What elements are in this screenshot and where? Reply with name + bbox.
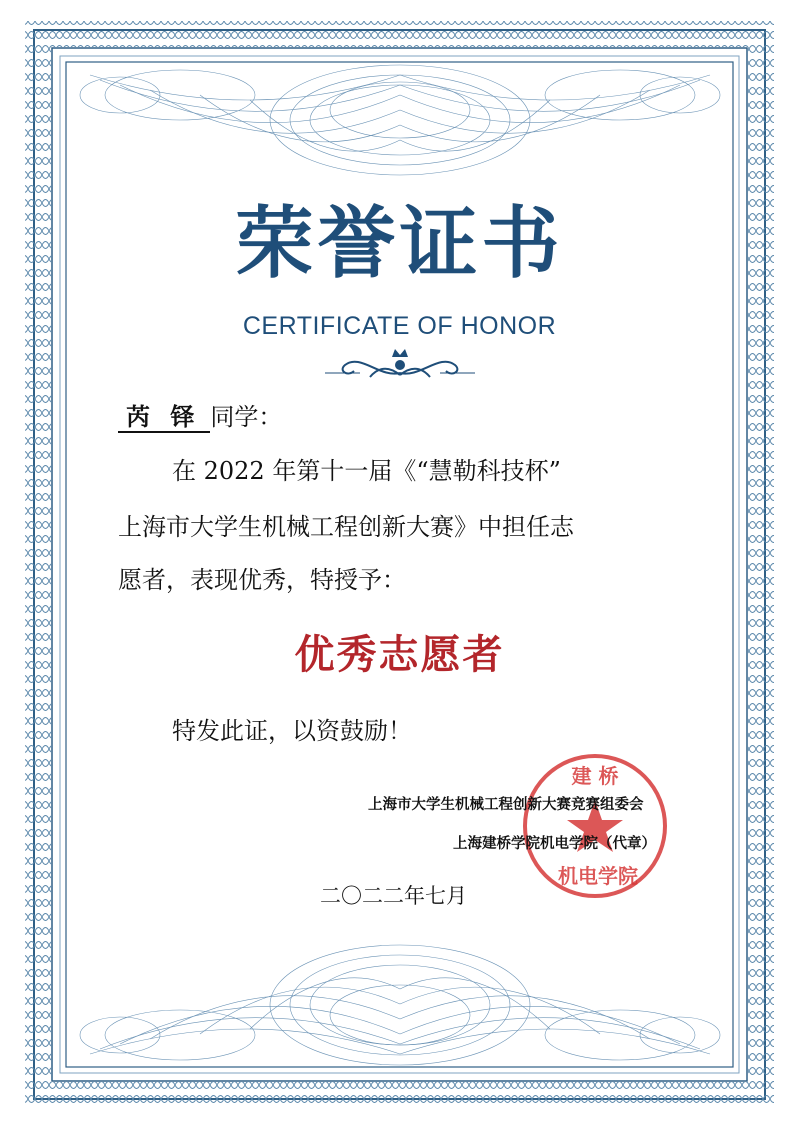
bottom-rosette-ornament — [80, 945, 720, 1065]
body-paragraph-line-2: 上海市大学生机械工程创新大赛》中担任志 — [118, 513, 574, 541]
award-title: 优秀志愿者 — [294, 632, 505, 678]
issue-date: 二〇二二年七月 — [320, 884, 467, 908]
body-paragraph-line-1: 在 2022 年第十一届《“慧勒科技杯” — [172, 457, 561, 485]
certificate-title-cn: 荣誉证书 — [235, 199, 564, 289]
recipient-suffix: 同学： — [210, 403, 283, 431]
closing-statement: 特发此证，以资鼓励！ — [172, 717, 412, 745]
organizer-name: 上海市大学生机械工程创新大赛竞赛组委会 — [368, 796, 644, 813]
recipient-name: 芮 铎 — [118, 405, 210, 433]
crown-swirl-ornament — [320, 343, 480, 383]
seal-text-top: 建 桥 — [571, 764, 619, 788]
body-paragraph-line-3: 愿者，表现优秀，特授予： — [118, 566, 406, 594]
recipient-line — [118, 402, 678, 433]
top-rosette-ornament — [80, 65, 720, 175]
co-organizer-name: 上海建桥学院机电学院（代章） — [453, 835, 656, 852]
official-seal-stamp — [510, 748, 680, 908]
certificate-title-en: CERTIFICATE OF HONOR — [242, 312, 557, 340]
seal-text-bottom: 机电学院 — [558, 864, 638, 888]
